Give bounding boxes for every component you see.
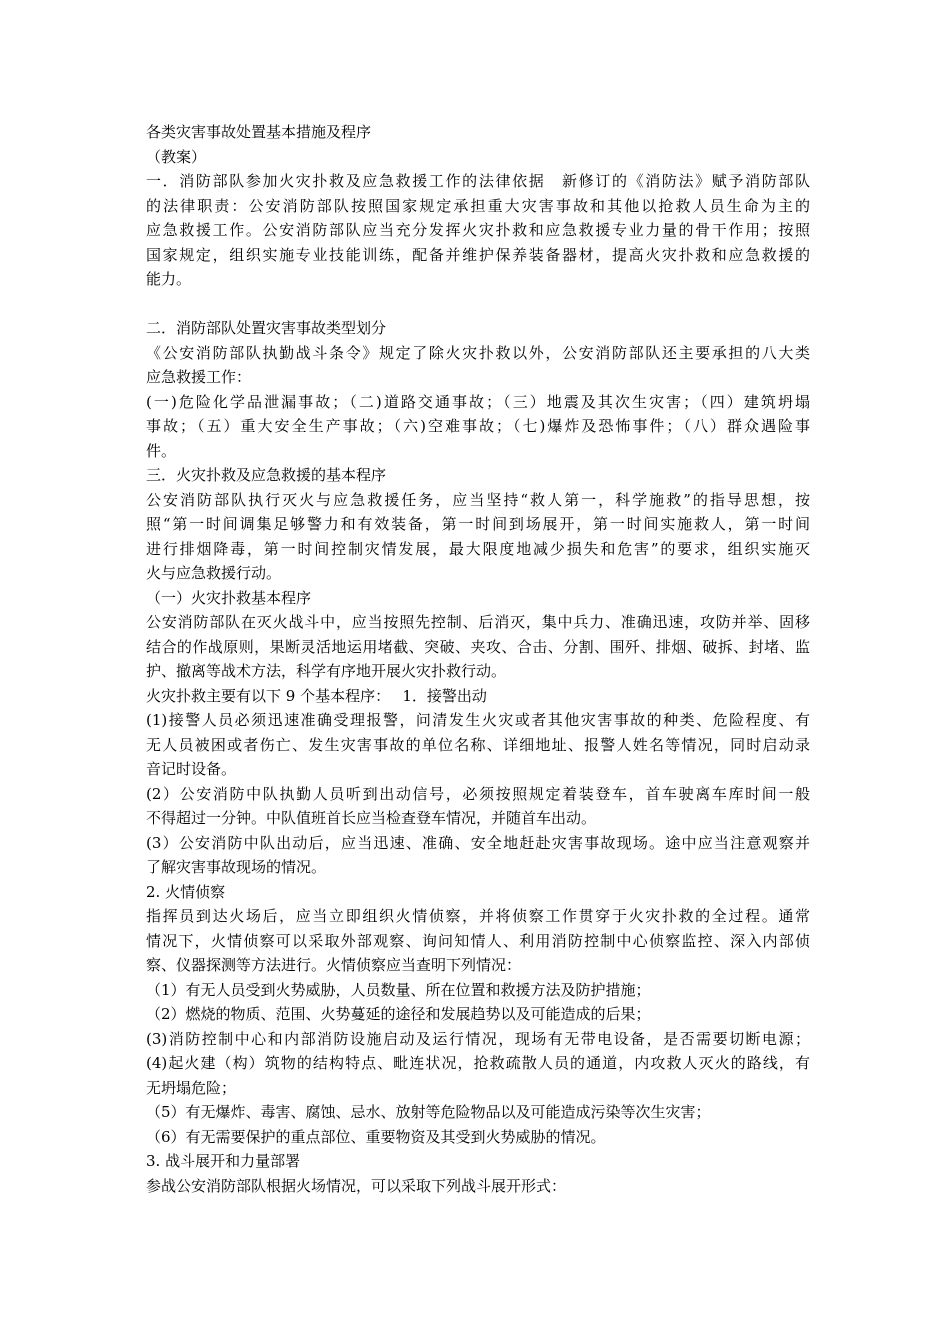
text-line: (2）公安消防中队执勤人员听到出动信号，必须按照规定着装登车，首车驶离车库时间一般 <box>146 784 810 803</box>
text-line: 二．消防部队处置灾害事故类型划分 <box>146 319 387 337</box>
text-line: （6）有无需要保护的重点部位、重要物资及其受到火势威胁的情况。 <box>146 1127 606 1146</box>
text-line: 了解灾害事故现场的情况。 <box>146 858 327 876</box>
text-line: （5）有无爆炸、毒害、腐蚀、忌水、放射等危险物品以及可能造成污染等次生灾害； <box>146 1103 711 1121</box>
text-line: （一）火灾扑救基本程序 <box>146 588 312 607</box>
text-line: 进行排烟降毒，第一时间控制灾情发展，最大限度地减少损失和危害”的要求，组织实施灭 <box>146 539 810 558</box>
text-line: 各类灾害事故处置基本措施及程序 <box>146 123 372 141</box>
text-line: 公安消防部队在灭火战斗中，应当按照先控制、后消灭，集中兵力、准确迅速，攻防并举、固移 <box>146 613 810 631</box>
text-line: （教案） <box>146 147 207 166</box>
text-line: (1)接警人员必须迅速准确受理报警，问清发生火灾或者其他灾害事故的种类、危险程度、有 <box>146 711 810 729</box>
text-line: 照“第一时间调集足够警力和有效装备，第一时间到场展开，第一时间实施救人，第一时间 <box>146 515 810 533</box>
text-line: 2. 火情侦察 <box>146 882 226 901</box>
text-line: 国家规定，组织实施专业技能训练，配备并维护保养装备器材，提高火灾扑救和应急救援的 <box>146 245 810 264</box>
text-line: 应急救援工作。公安消防部队应当充分发挥火灾扑救和应急救援专业力量的骨干作用；按照 <box>146 221 810 239</box>
text-line: 火灾扑救主要有以下 9 个基本程序： 1．接警出动 <box>146 686 487 705</box>
text-line: 音记时设备。 <box>146 760 237 778</box>
text-line: 应急救援工作： <box>146 368 252 386</box>
text-line: 《公安消防部队执勤战斗条令》规定了除火灾扑救以外，公安消防部队还主要承担的八大类 <box>146 343 810 362</box>
text-line: 件。 <box>146 441 177 460</box>
text-line: （1）有无人员受到火势威胁，人员数量、所在位置和救援方法及防护措施； <box>146 980 651 999</box>
text-line: 不得超过一分钟。中队值班首长应当检查登车情况，并随首车出动。 <box>146 809 597 827</box>
text-line: 察、仪器探测等方法进行。火情侦察应当查明下列情况： <box>146 956 522 974</box>
text-line: 三．火灾扑救及应急救援的基本程序 <box>146 466 387 484</box>
text-line: 3. 战斗展开和力量部署 <box>146 1152 301 1170</box>
text-line: (3）公安消防中队出动后，应当迅速、准确、安全地赶赴灾害事故现场。途中应当注意观察并 <box>146 833 810 852</box>
text-line: 火与应急救援行动。 <box>146 564 282 582</box>
text-line: 护、撤离等战术方法，科学有序地开展火灾扑救行动。 <box>146 662 507 680</box>
text-line: 无人员被困或者伤亡、发生灾害事故的单位名称、详细地址、报警人姓名等情况，同时启动录 <box>146 735 810 754</box>
document-text-lines <box>146 120 810 1198</box>
text-line: 参战公安消防部队根据火场情况，可以采取下列战斗展开形式： <box>146 1176 567 1195</box>
text-line: 一．消防部队参加火灾扑救及应急救援工作的法律依据 新修订的《消防法》赋予消防部队 <box>146 172 810 190</box>
text-line: 事故；（五）重大安全生产事故；（六)空难事故；（七)爆炸及恐怖事件；（八）群众遇险事 <box>146 417 810 435</box>
text-line: (一)危险化学品泄漏事故；（二)道路交通事故；（三）地震及其次生灾害；（四）建筑坍塌 <box>146 392 810 411</box>
blank-line <box>146 292 810 317</box>
text-line: (4)起火建（构）筑物的结构特点、毗连状况，抢救疏散人员的通道，内攻救人灭火的路线，有 <box>146 1054 810 1072</box>
text-line: 无坍塌危险； <box>146 1078 237 1097</box>
text-line: 结合的作战原则，果断灵活地运用堵截、突破、夹攻、合击、分割、围歼、排烟、破拆、封堵、监 <box>146 637 810 656</box>
text-line: （2）燃烧的物质、范围、火势蔓延的途径和发展趋势以及可能造成的后果； <box>146 1005 651 1023</box>
document-body <box>146 120 810 1198</box>
text-line: (3)消防控制中心和内部消防设施启动及运行情况，现场有无带电设备，是否需要切断电源； <box>146 1029 810 1048</box>
text-line: 的法律职责：公安消防部队按照国家规定承担重大灾害事故和其他以抢救人员生命为主的 <box>146 196 810 215</box>
text-line: 指挥员到达火场后，应当立即组织火情侦察，并将侦察工作贯穿于火灾扑救的全过程。通常 <box>146 907 810 925</box>
text-line: 公安消防部队执行灭火与应急救援任务，应当坚持“救人第一，科学施救”的指导思想，按 <box>146 490 810 509</box>
text-line: 情况下，火情侦察可以采取外部观察、询问知情人、利用消防控制中心侦察监控、深入内部侦 <box>146 931 810 950</box>
text-line: 能力。 <box>146 270 192 288</box>
